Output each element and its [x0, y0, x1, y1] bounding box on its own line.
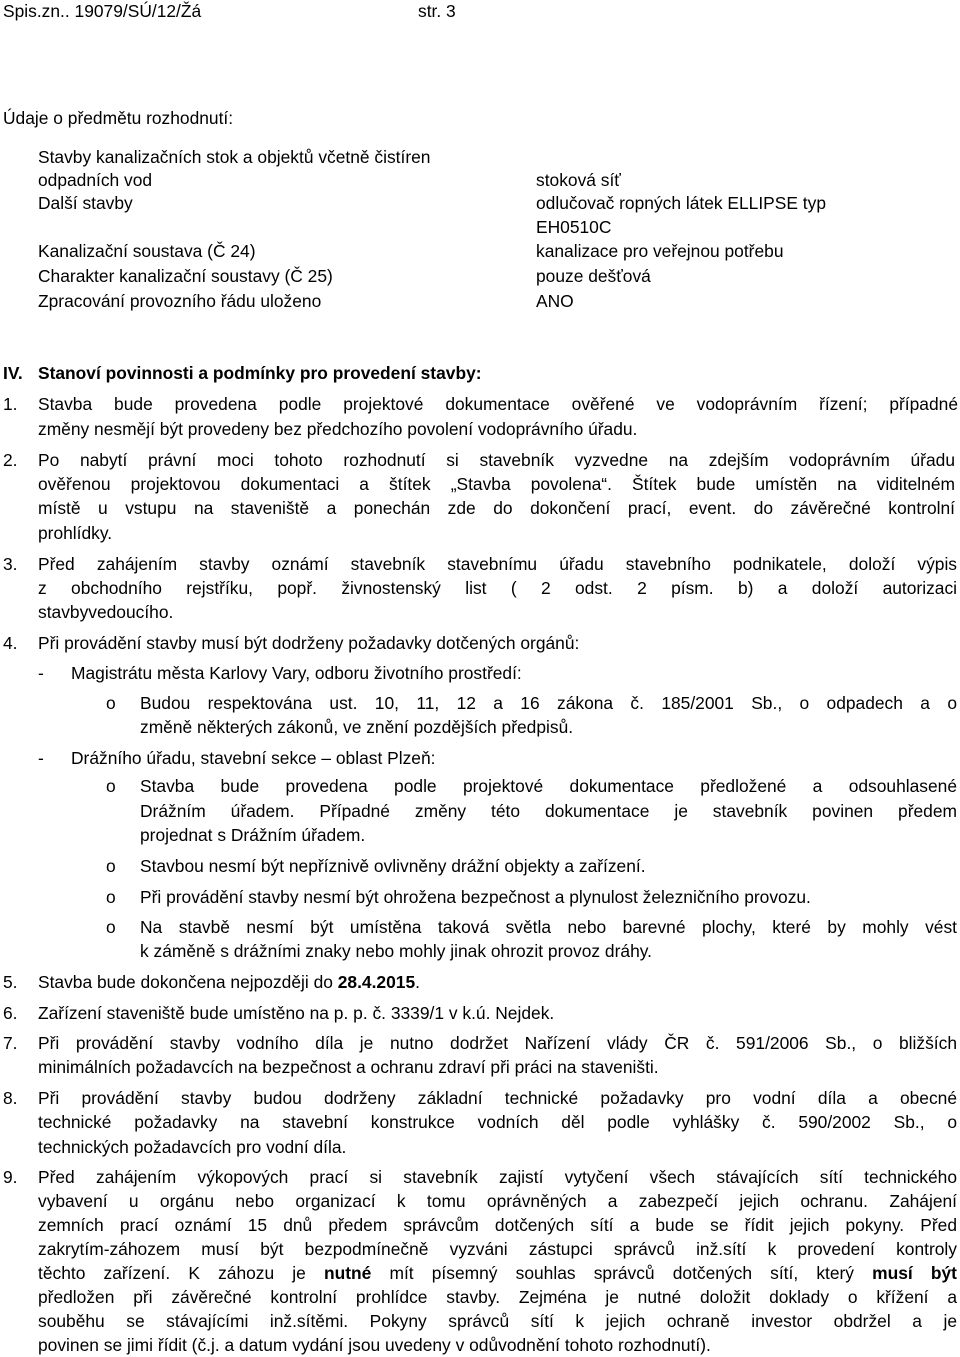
- item-text-line: Stavba bude provedena podle projektové dokumentace ověřené ve vodoprávním řízení; případné: [38, 394, 958, 414]
- item-number: 4.: [3, 633, 18, 653]
- item-text-line: Při provádění stavby vodního díla je nutno dodržet Nařízení vlády ČR č. 591/2006 Sb., o bližších: [38, 1033, 957, 1053]
- completion-date: 28.4.2015: [337, 972, 416, 992]
- bullet-marker: o: [106, 887, 116, 907]
- subject-value: stoková síť: [536, 170, 621, 190]
- text-run: těchto zařízení. K záhozu je: [38, 1263, 324, 1283]
- item-number: 8.: [3, 1088, 18, 1108]
- bullet-text-line: Drážním úřadem. Případné změny této dokumentace je stavebník povinen předem: [140, 801, 957, 821]
- item-text-line: stavbyvedoucího.: [38, 602, 174, 622]
- item-text-line: místě u vstupu na staveniště a ponechán zde do dokončení prací, event. do závěrečné kontrolní: [38, 498, 955, 518]
- item-number: 9.: [3, 1167, 18, 1187]
- item-number: 3.: [3, 554, 18, 574]
- subject-value: pouze dešťová: [536, 266, 651, 286]
- item-text-line: [38, 1262, 957, 1284]
- page-number: str. 3: [418, 1, 456, 21]
- completion-text: Stavba bude dokončena nejpozději do: [38, 972, 338, 992]
- item-text-line: [38, 971, 420, 993]
- item-text-line: vybavení u orgánu nebo organizací k tomu oprávněných a zabezpečí jejich ochranu. Zahájení: [38, 1191, 957, 1211]
- item-text-line: zakrytím-záhozem musí být bezpodmínečně vyzváni zástupci správců inž.sítí k provedení kontroly: [38, 1239, 957, 1259]
- item-text-line: technických požadavcích pro vodní díla.: [38, 1137, 347, 1157]
- emphasis-musi-byt: musí být: [872, 1263, 957, 1283]
- subject-heading: Údaje o předmětu rozhodnutí:: [3, 108, 234, 128]
- item-text-line: souběhu se stávajícími inž.sítěmi. Pokyny správců sítí k jejich ochraně investor obdržel a je: [38, 1311, 957, 1331]
- subject-label: odpadních vod: [38, 170, 153, 190]
- item-text-line: Zařízení staveniště bude umístěno na p. p. č. 3339/1 v k.ú. Nejdek.: [38, 1003, 555, 1023]
- item-text-line: ověřenou projektovou dokumentaci a štítek „Stavba povolena“. Štítek bude umístěn na viditelném: [38, 474, 955, 494]
- bullet-text-line: Při provádění stavby nesmí být ohrožena bezpečnost a plynulost železničního provozu.: [140, 887, 811, 907]
- bullet-marker: o: [106, 856, 116, 876]
- item-text-line: změny nesmějí být provedeny bez předchozího povolení vodoprávního úřadu.: [38, 419, 638, 439]
- section-number: [3, 362, 23, 384]
- subject-label: Zpracování provozního řádu uloženo: [38, 291, 322, 311]
- document-reference: Spis.zn.. 19079/SÚ/12/Žá: [3, 1, 202, 21]
- subject-value: odlučovač ropných látek ELLIPSE typ: [536, 193, 827, 213]
- subject-label: Další stavby: [38, 193, 133, 213]
- subject-label: Stavby kanalizačních stok a objektů včetně čistíren: [38, 147, 431, 167]
- dash-marker: -: [38, 748, 44, 768]
- bullet-text-line: Stavba bude provedena podle projektové dokumentace předložené a odsouhlasené: [140, 776, 957, 796]
- bullet-text-line: Na stavbě nesmí být umístěna taková světla nebo barevné plochy, které by mohly vést: [140, 917, 957, 937]
- subject-value: kanalizace pro veřejnou potřebu: [536, 241, 784, 261]
- subject-value: ANO: [536, 291, 574, 311]
- bullet-text-line: projednat s Drážním úřadem.: [140, 825, 366, 845]
- item-number: 6.: [3, 1003, 18, 1023]
- item-number: 7.: [3, 1033, 18, 1053]
- item-text-line: zemních prací oznámí 15 dnů předem správcům dotčených sítí a bude se řídit jejich pokyny. Před: [38, 1215, 957, 1235]
- item-number: 2.: [3, 450, 18, 470]
- item-text-line: technické požadavky na stavební konstrukce vodních děl podle vyhlášky č. 590/2002 Sb., o: [38, 1112, 957, 1132]
- item-text-line: předložen při závěrečné kontrolní prohlídce stavby. Zejména je nutné doložit doklady o křížení a: [38, 1287, 957, 1307]
- bullet-marker: o: [106, 693, 116, 713]
- dash-marker: -: [38, 663, 44, 683]
- item-text-line: minimálních požadavcích na bezpečnost a ochranu zdraví při práci na staveništi.: [38, 1057, 659, 1077]
- completion-end: .: [415, 972, 420, 992]
- item-text-line: Při provádění stavby musí být dodrženy požadavky dotčených orgánů:: [38, 633, 580, 653]
- item-text-line: z obchodního rejstříku, popř. živnostenský list ( 2 odst. 2 písm. b) a doloží autorizaci: [38, 578, 957, 598]
- bullet-text-line: Budou respektována ust. 10, 11, 12 a 16 zákona č. 185/2001 Sb., o odpadech a o: [140, 693, 957, 713]
- subject-label: Kanalizační soustava (Č 24): [38, 241, 256, 261]
- item-text-line: povinen se jimi řídit (č.j. a datum vydání jsou uvedeny v odůvodnění tohoto rozhodnutí).: [38, 1335, 711, 1355]
- bullet-marker: o: [106, 776, 116, 796]
- section-roman: IV.: [3, 363, 23, 383]
- subject-label: Charakter kanalizační soustavy (Č 25): [38, 266, 333, 286]
- text-run: mít písemný souhlas správců dotčených sítí, který: [371, 1263, 873, 1283]
- bullet-text-line: k záměně s drážními znaky nebo mohly jinak ohrozit provoz dráhy.: [140, 941, 652, 961]
- subject-value: EH0510C: [536, 217, 612, 237]
- item-text-line: prohlídky.: [38, 523, 113, 543]
- authority-name: Magistrátu města Karlovy Vary, odboru životního prostředí:: [71, 663, 522, 683]
- bullet-marker: o: [106, 917, 116, 937]
- item-text-line: Po nabytí právní moci tohoto rozhodnutí si stavebník vyzvedne na zdejším vodoprávním úřadu: [38, 450, 955, 470]
- item-text-line: Před zahájením stavby oznámí stavebník stavebnímu úřadu stavebního podnikatele, doloží výpis: [38, 554, 957, 574]
- item-number: 5.: [3, 972, 18, 992]
- item-text-line: Před zahájením výkopových prací si stavebník zajistí vytyčení všech stávajících sítí technického: [38, 1167, 957, 1187]
- emphasis-nutne: nutné: [323, 1263, 372, 1283]
- section-title: [38, 362, 482, 384]
- bullet-text-line: Stavbou nesmí být nepříznivě ovlivněny drážní objekty a zařízení.: [140, 856, 646, 876]
- authority-name: Drážního úřadu, stavební sekce – oblast Plzeň:: [71, 748, 436, 768]
- item-number: 1.: [3, 394, 18, 414]
- section-title-text: Stanoví povinnosti a podmínky pro provedení stavby:: [38, 363, 482, 383]
- bullet-text-line: změně některých zákonů, ve znění pozdějších předpisů.: [140, 717, 574, 737]
- item-text-line: Při provádění stavby budou dodrženy základní technické požadavky pro vodní díla a obecné: [38, 1088, 957, 1108]
